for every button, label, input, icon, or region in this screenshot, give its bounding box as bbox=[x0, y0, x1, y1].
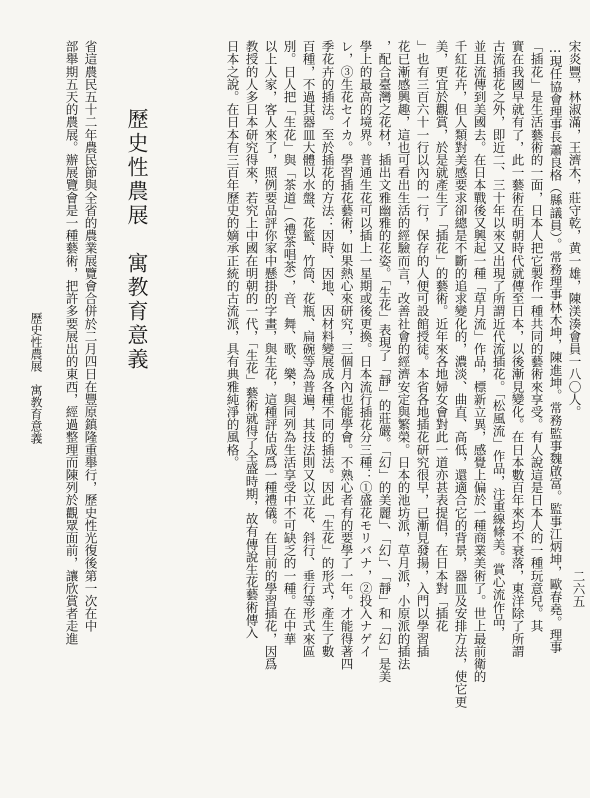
body-column: 花已漸感興趣，這也可看出生活的經驗而言，改善社會的經濟安定與繁榮。日本的池坊派，草月派，小原派的插法 bbox=[395, 40, 411, 670]
body-column: 古流插花之外，即近二、三十年以來又出現了所謂近代流插花。「松風流」作品，注重線條美。賞心流作品， bbox=[490, 40, 506, 639]
body-column: ，配合臺灣之花材，插出文雅幽雅的花姿。「生花」表現了「靜」的莊嚴。「幻」的美麗」、「幻」、「靜」和「幻」是美 bbox=[376, 40, 392, 683]
body-column: 百種，不過其器皿大體以水盤、花籃、竹筒、花瓶、扁碗等為普遍，其技法則又以立花、斜行、垂行等形式來區 bbox=[300, 40, 316, 658]
body-column: 實在我國早就有了，此一藝術在明朝時代就傳至日本，以後漸見變化。在日本數百年來均不衰落，東洋除了所謂 bbox=[509, 40, 525, 658]
body-column: 並且流傳到美國去。在日本戰後又興起一種「草月流」作品，標新立異，感覺上偏於一種商業美術了。世上最前衛的 bbox=[471, 40, 487, 683]
body-column: 「插花」是生活藝術的一面，日本人把它製作一種共同的藝術來享受。有人說這是日本人的一種玩意兒。其 bbox=[528, 40, 544, 633]
body-column: 教授的人多日本研究得來，若究上中國在明朝的一代，「生花」藝術就得了全盛時期，故有傳說生花藝術傳入 bbox=[243, 40, 259, 639]
body-column: 千紅花卉，但人類對美感要求卻總是不斷的追求變化的，濃淡、曲直、高低，還適合它的背景，器皿及安排方法，使它更 bbox=[452, 40, 468, 708]
body-column: 日本之說。在日本有三百年歷史的嫡承正統的古流派，具有典雅純淨的風格。 bbox=[224, 40, 240, 469]
body-column: 宋炎豐，林淑滿，王濟木，莊守乾，黄一雄，陳渼湊會員一八〇人。 bbox=[566, 40, 582, 418]
running-footer: 歷史性農展 寓教育意義 bbox=[29, 312, 43, 444]
body-column: 」也有三百六十一行以內的一行，保存的人便可設館授徒。本省各地插花研究很早，已漸見發揚，入門以學習插 bbox=[414, 40, 430, 658]
body-column: レ，③生花セイカ。學習插花藝術，如果熱心來研究，三個月內也能學會。不熟心者有的要學了一年。才能得著四 bbox=[338, 40, 354, 670]
page-number: 二六五 bbox=[571, 570, 586, 608]
body-column: 部舉期五天的農展。辦展覽會是一種藝術，把許多要展出的東西，經過整理而陳列於觀眾面前，讓欣賞者走進 bbox=[63, 40, 79, 645]
body-column: 季花卉的插法。至於插花的方法：因時、因地、因材料變展成各種不同的插法。因此「生花」的形式，產生了數 bbox=[319, 40, 335, 658]
body-column: 以上人家，客人來了，照例要品評你家中懸掛的字畫，與生花，這種評估成爲一種禮儀。在目前的學習插花，因爲 bbox=[262, 40, 278, 670]
body-column: 別。日人把「生花」與「茶道」（禮茶唱茶），音、舞、歌、樂，與同列為生活享受中不可缺乏的一種。在中華 bbox=[281, 40, 297, 645]
body-column: …現任協會理事長蕭良格（縣議員）。常務理事林木坤，陳進坤。常務監事魏啟富。監事江炳坤，歐春堯。理事 bbox=[547, 40, 563, 654]
body-column: 美，更宜於觀賞，於是就產生了「插花」的藝術。近年來各地婦女會對此一道亦甚表提倡，在日本對「插花 bbox=[433, 40, 449, 633]
body-column: 學上的最高的境界。普通生花可以插上一星期或後更換。日本流行插花分三種：①盛花モリバナ，②投入ナゲイ bbox=[357, 40, 373, 658]
article-b-heading: 歷史性農展 寓教育意義 bbox=[125, 108, 149, 372]
body-column: 省這農民五十二年農民節與全省的農業展覽會合併於二月四日在豐原鎮隆重舉行，歷史性光復後第一次在中 bbox=[82, 40, 98, 633]
